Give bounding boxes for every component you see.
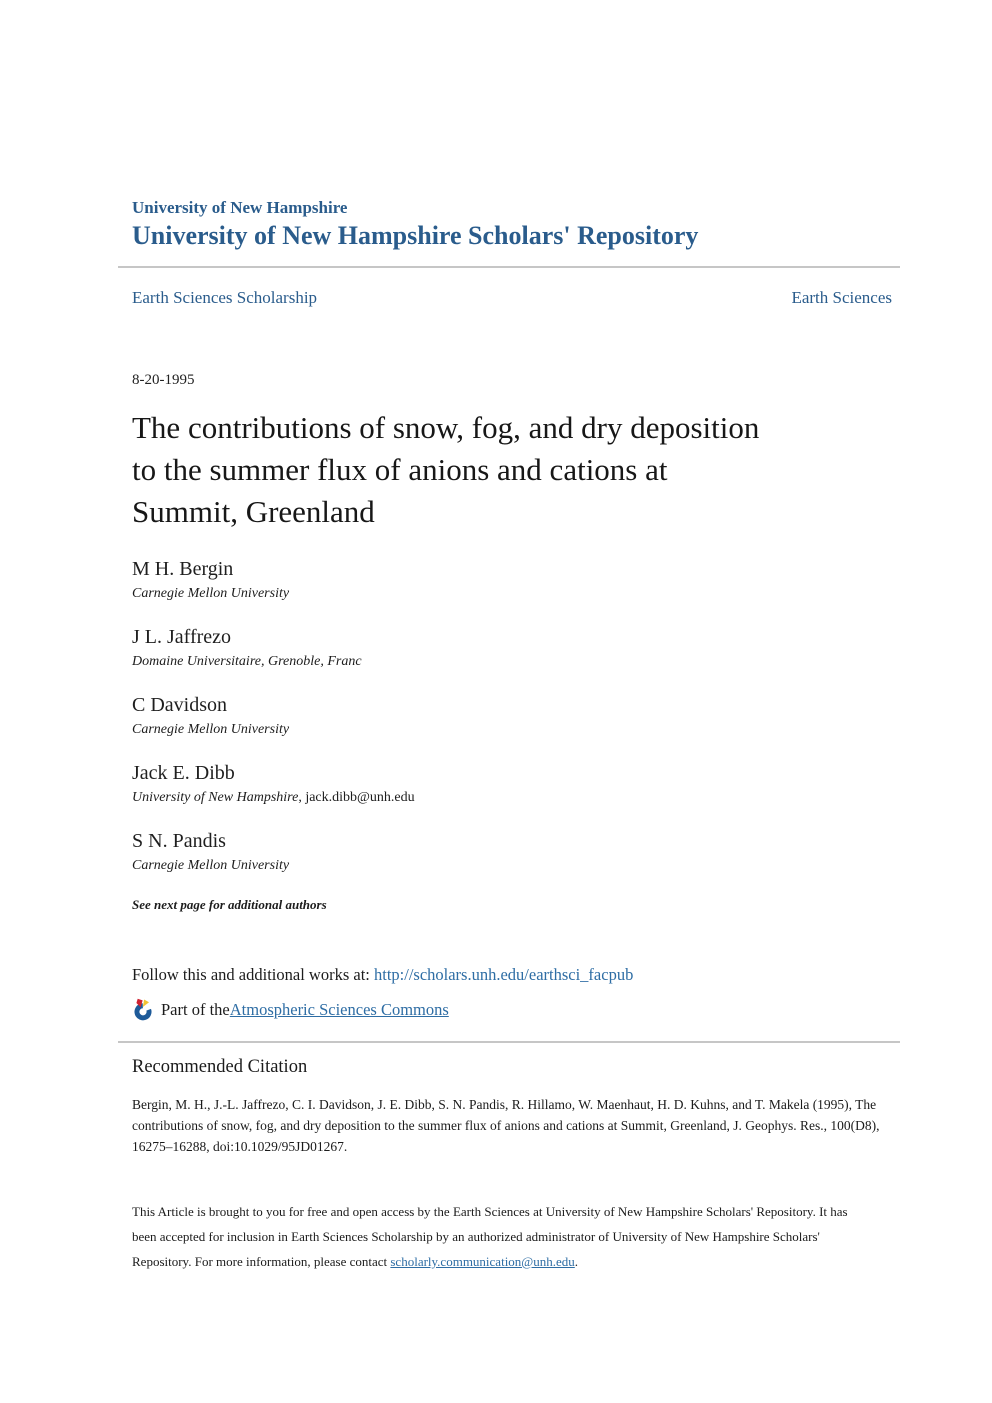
- affiliation-text: Domaine Universitaire, Grenoble, Franc: [132, 654, 362, 670]
- affiliation-text: University of New Hampshire: [132, 790, 299, 806]
- author-affiliation: [132, 857, 892, 874]
- contact-email-link[interactable]: scholarly.communication@unh.edu: [390, 1253, 575, 1269]
- header-divider: [118, 266, 900, 268]
- affiliation-text: Carnegie Mellon University: [132, 858, 290, 874]
- author-affiliation: [132, 585, 892, 602]
- paper-title: [132, 407, 892, 533]
- author-name: S N. Pandis: [132, 830, 226, 853]
- follow-works-line: [132, 965, 892, 985]
- part-of-line: [132, 998, 892, 1021]
- affiliation-text: Carnegie Mellon University: [132, 586, 290, 602]
- author-name: M H. Bergin: [132, 558, 234, 581]
- footer-text: This Article is brought to you for free and open access by the Earth Sciences at University of New Hampshire Scholars' Repository. It has been accepted for inclusion in Earth Sciences Scholarship by an authorized administrator of University of New Hampshire Scholars' Repository. For more information, please contact: [132, 1203, 848, 1269]
- author-affiliation: [132, 653, 892, 670]
- affiliation-text: Carnegie Mellon University: [132, 722, 290, 738]
- publication-date: 8-20-1995: [132, 372, 195, 389]
- citation-divider: [118, 1041, 900, 1043]
- commons-link[interactable]: Atmospheric Sciences Commons: [229, 999, 449, 1019]
- author-name: C Davidson: [132, 694, 227, 717]
- collection-url-link[interactable]: http://scholars.unh.edu/earthsci_facpub: [373, 965, 634, 985]
- institution-name: University of New Hampshire: [132, 198, 348, 217]
- author-block: [132, 829, 892, 874]
- digital-commons-network-icon: [132, 998, 154, 1021]
- author-block: [132, 557, 892, 602]
- paper-title-line-3: Summit, Greenland: [132, 494, 375, 530]
- recommended-citation-heading: Recommended Citation: [132, 1057, 308, 1078]
- footer-note: [132, 1199, 874, 1274]
- author-name: Jack E. Dibb: [132, 762, 235, 785]
- part-of-label: Part of the: [161, 999, 230, 1019]
- follow-works-label: Follow this and additional works at:: [132, 965, 374, 985]
- author-block: [132, 625, 892, 670]
- paper-title-line-1: The contributions of snow, fog, and dry deposition: [132, 410, 760, 446]
- author-block: [132, 693, 892, 738]
- author-block: [132, 761, 892, 806]
- author-affiliation: [132, 789, 892, 806]
- author-list: [132, 557, 892, 874]
- citation-text: Bergin, M. H., J.-L. Jaffrezo, C. I. Davidson, J. E. Dibb, S. N. Pandis, R. Hillamo, W. Maenhaut, H. D. Kuhns, and T. Makela (1995), The contributions of snow, fog, and dry deposition to the summer flux of anions and cations at Summit, Greenland, J. Geophys. Res., 100(D8), 16275–16288, doi:10.1029/95JD01267.: [132, 1096, 880, 1154]
- author-name: J L. Jaffrezo: [132, 626, 232, 649]
- author-affiliation: [132, 721, 892, 738]
- footer-text-end: .: [574, 1253, 579, 1269]
- paper-title-line-2: to the summer flux of anions and cations at: [132, 452, 668, 488]
- collection-link[interactable]: Earth Sciences Scholarship: [132, 288, 318, 308]
- author-contact: , jack.dibb@unh.edu: [298, 790, 415, 806]
- additional-authors-note: See next page for additional authors: [132, 897, 327, 913]
- repository-title[interactable]: University of New Hampshire Scholars' Repository: [132, 220, 699, 250]
- department-link[interactable]: Earth Sciences: [791, 288, 892, 308]
- collection-row: [132, 288, 892, 308]
